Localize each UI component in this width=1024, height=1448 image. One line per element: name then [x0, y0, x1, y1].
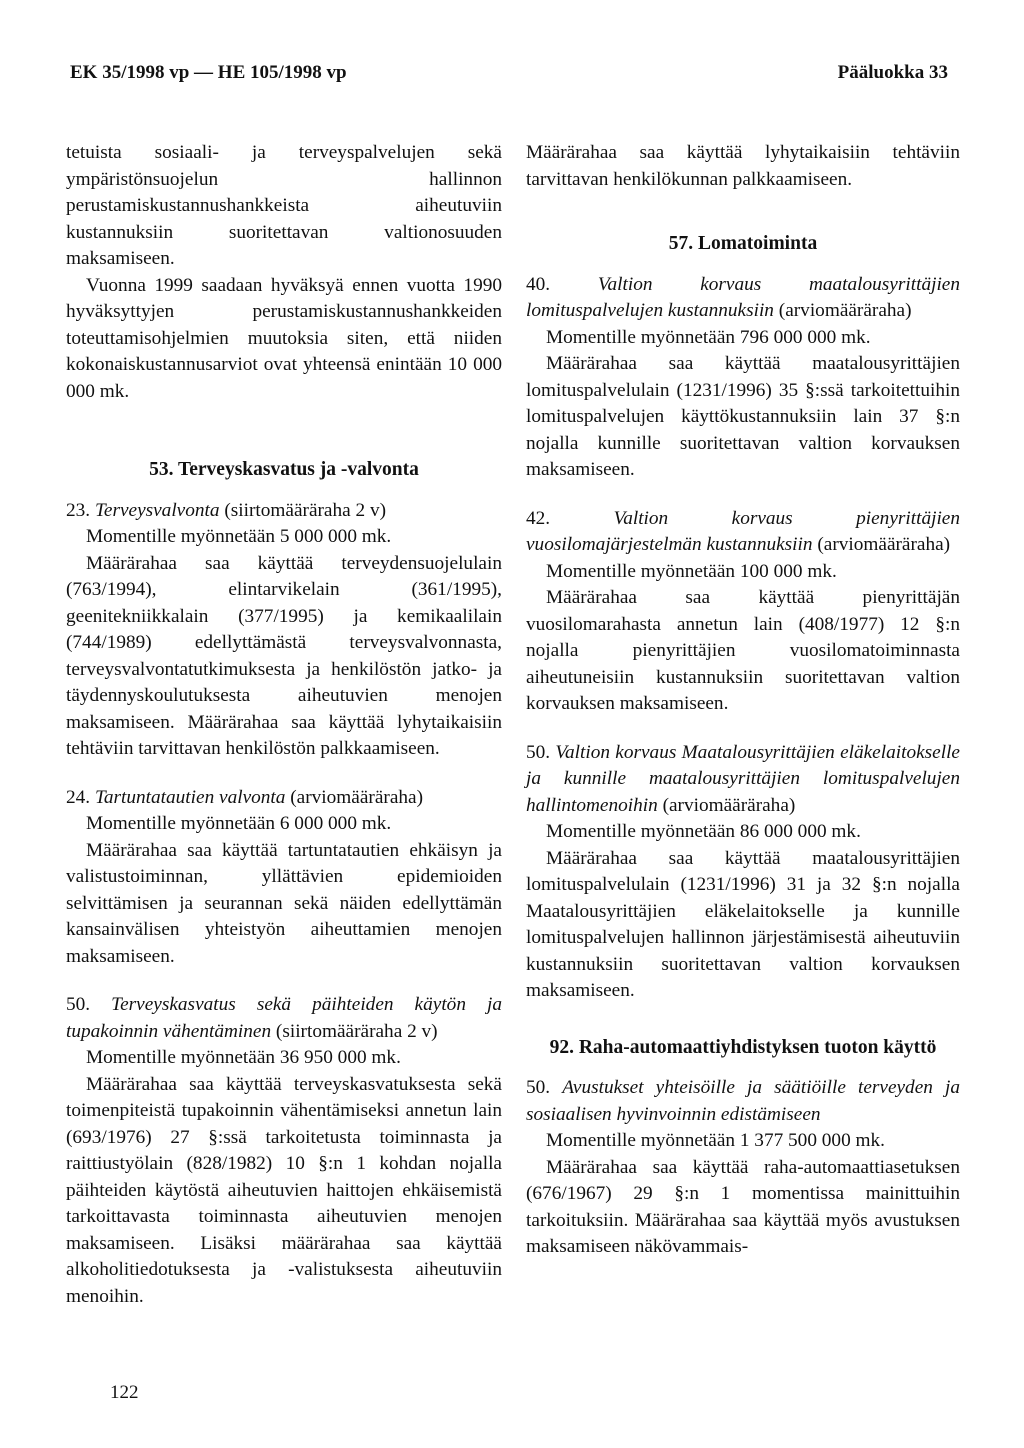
- appropriation-line: Momentille myönnetään 36 950 000 mk.: [86, 1047, 401, 1068]
- section-heading-92: 92. Raha-automaattiyhdistyksen tuoton käyttö: [549, 1036, 937, 1058]
- appropriation-line: Momentille myönnetään 5 000 000 mk.: [86, 526, 392, 547]
- item-23-heading: 23. Terveysvalvonta (siirtomääräraha 2 v): [66, 499, 387, 521]
- running-header-right: Pääluokka 33: [837, 62, 948, 83]
- appropriation-line: Momentille myönnetään 6 000 000 mk.: [86, 813, 392, 834]
- right-column: [526, 140, 960, 1261]
- paragraph: Määrärahaa saa käyttää tartuntatautien ehkäisyn ja valistustoiminnan, yllättävien epidemioiden selvittämisen ja seurannan sekä näiden edellyttämän kansainvälisen yhteistyön aiheuttamien menojen maksamiseen.: [66, 839, 502, 967]
- paragraph: tetuista sosiaali- ja terveyspalvelujen sekä ympäristönsuojelun hallinnon perustamiskustannushankkeista aiheutuviin kustannuksiin suoritettavan valtionosuuden maksamiseen.: [66, 142, 502, 269]
- paragraph: Määrärahaa saa käyttää terveydensuojelulain (763/1994), elintarvikelain (361/1995), geenitekniikkalain (377/1995) ja kemikaalilain (744/1989) edellyttämästä terveysvalvonnasta, terveysvalvontatutkimuksesta ja henkilöstön jatko- ja täydennyskoulutuksesta aiheutuvien menojen maksamiseen. Määrärahaa saa käyttää lyhytaikaisiin tehtäviin tarvittavan henkilöstön palkkaamiseen.: [66, 552, 502, 759]
- section-heading-53: 53. Terveyskasvatus ja -valvonta: [149, 459, 419, 480]
- paragraph: Määrärahaa saa käyttää pienyrittäjän vuosilomarahasta annetun lain (408/1977) 12 §:n nojalla pienyrittäjien vuosilomatoiminnasta aiheutuneisiin kustannuksiin suoritettavan valtion korvauksen maksamiseen.: [526, 587, 960, 714]
- section-heading-57: 57. Lomatoiminta: [668, 233, 818, 254]
- running-header-left: EK 35/1998 vp — HE 105/1998 vp: [70, 62, 347, 83]
- item-50-heading: 50. Valtion korvaus Maatalousyrittäjien eläkelaitokselle ja kunnille maatalousyrittäjien lomituspalvelujen hallintomenoihin (arviomääräraha): [526, 741, 960, 816]
- item-50b-heading: 50. Avustukset yhteisöille ja säätiöille terveyden ja sosiaalisen hyvinvoinnin edistämiseen: [526, 1077, 960, 1125]
- appropriation-line: Momentille myönnetään 86 000 000 mk.: [546, 821, 861, 842]
- item-50-heading: 50. Terveyskasvatus sekä päihteiden käytön ja tupakoinnin vähentäminen (siirtomääräraha 2 v): [66, 994, 503, 1042]
- appropriation-line: Momentille myönnetään 796 000 000 mk.: [546, 326, 871, 348]
- paragraph: Määrärahaa saa käyttää terveyskasvatuksesta sekä toimenpiteistä tupakoinnin vähentämiseksi annetun lain (693/1976) 27 §:ssä tarkoitetusta toiminnasta ja raittiustyölain (828/1982) 10 §:n 1 kohdan nojalla päihteiden käytöstä aiheutuvien haittojen ehkäisemistä tarkoittavasta toiminnasta aiheutuvien menojen maksamiseen. Lisäksi määrärahaa saa käyttää alkoholitiedotuksesta ja -valistuksesta aiheutuviin menoihin.: [66, 1073, 502, 1307]
- paragraph: Määrärahaa saa käyttää raha-automaattiasetuksen (676/1967) 29 §:n 1 momentissa mainittuihin tarkoituksiin. Määrärahaa saa käyttää myös avustuksen maksamiseen näkövammais-: [526, 1156, 960, 1257]
- item-42-heading: 42. Valtion korvaus pienyrittäjien vuosilomajärjestelmän kustannuksiin (arviomääräraha): [526, 507, 961, 555]
- paragraph: Määrärahaa saa käyttää maatalousyrittäjien lomituspalvelulain (1231/1996) 31 ja 32 §:n nojalla Maatalousyrittäjien eläkelaitokselle ja kunnille lomituspalvelujen hallinnon järjestämisestä aiheutuviin kustannuksiin suoritettavan valtion korvauksen maksamiseen.: [526, 847, 960, 1001]
- page-number: 122: [110, 1382, 139, 1403]
- item-24-heading: 24. Tartuntatautien valvonta (arviomääräraha): [66, 786, 423, 808]
- item-40-heading: 40. Valtion korvaus maatalousyrittäjien lomituspalvelujen kustannuksiin (arviomääräraha): [526, 273, 960, 321]
- left-column: [66, 140, 502, 1310]
- paragraph: Määrärahaa saa käyttää maatalousyrittäjien lomituspalvelulain (1231/1996) 35 §:ssä tarkoitettuihin lomituspalvelujen käyttökustannuksiin lain 37 §:n nojalla kunnille suoritettavan valtion korvauksen maksamiseen.: [526, 353, 960, 480]
- paragraph: Määrärahaa saa käyttää lyhytaikaisiin tehtäviin tarvittavan henkilökunnan palkkaamiseen.: [526, 142, 960, 190]
- paragraph: Vuonna 1999 saadaan hyväksyä ennen vuotta 1990 hyväksyttyjen perustamiskustannushankkeiden toteuttamisohjelmien muutoksia siten, että niiden kokonaiskustannusarviot ovat yhteensä enintään 10 000 000 mk.: [66, 274, 502, 402]
- appropriation-line: Momentille myönnetään 100 000 mk.: [546, 560, 837, 582]
- appropriation-line: Momentille myönnetään 1 377 500 000 mk.: [546, 1130, 885, 1151]
